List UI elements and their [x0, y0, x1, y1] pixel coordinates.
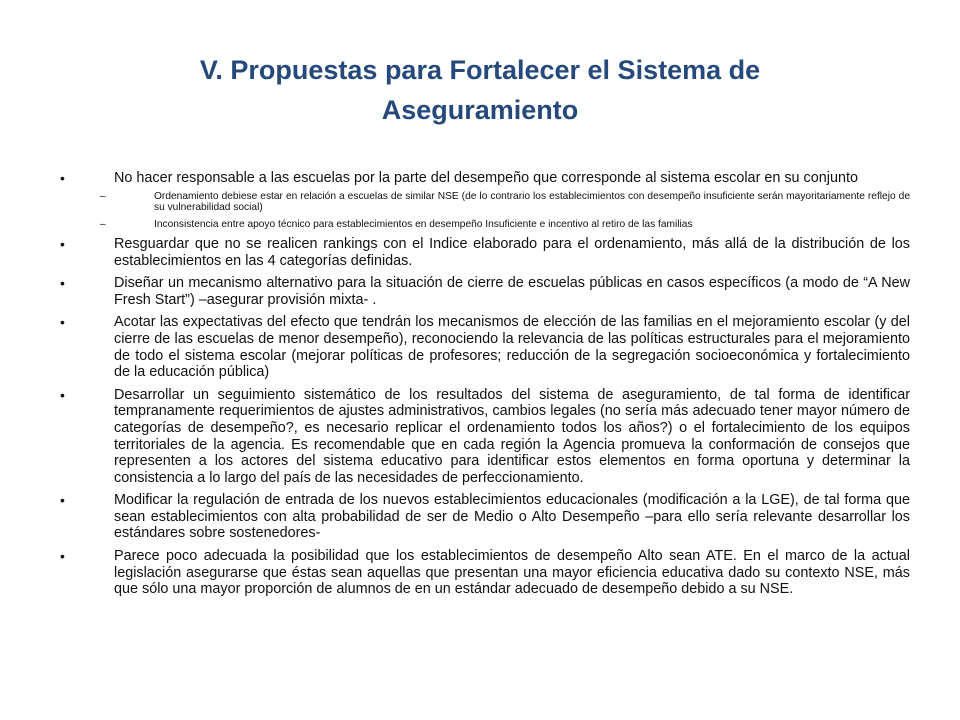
bullet-icon: • [60, 170, 65, 186]
bullet-item-5 [60, 387, 910, 487]
bullet-text: Diseñar un mecanismo alternativo para la situación de cierre de escuelas públicas en casos específicos (a modo de “A New Fresh Start”) –asegurar provisión mixta- . [114, 275, 910, 308]
title-line-1: V. Propuestas para Fortalecer el Sistema de [199, 55, 761, 85]
sub-bullet-item-1 [60, 191, 910, 215]
dash-icon: – [100, 219, 106, 231]
bullet-text: Desarrollar un seguimiento sistemático de los resultados del sistema de aseguramiento, de tal forma de identificar tempranamente requerimientos de ajustes administrativos, cambios legales (no sería más adecuado tener mayor número de categorías de desempeño?, es necesario replicar el ordenamiento todos los años?) o el fortalecimiento de los equipos territoriales de la agencia. Es recomendable que en cada región la Agencia promueva la conformación de consejos que representen a los actores del sistema educativo para identificar estos elementos en forma oportuna y determinar la consistencia a lo largo del país de las necesidades de perfeccionamiento. [114, 386, 910, 486]
bullet-text: No hacer responsable a las escuelas por la parte del desempeño que corresponde al sistema escolar en su conjunto [114, 170, 858, 186]
bullet-text: Acotar las expectativas del efecto que tendrán los mecanismos de elección de las familias en el mejoramiento escolar (y del cierre de las escuelas de menor desempeño), reconociendo la relevancia de las políticas estructurales para el mejoramiento de todo el sistema escolar (mejorar políticas de profesores; reducción de la segregación socioeconómica y fortalecimiento de la educación pública) [114, 314, 910, 381]
slide-title [120, 50, 840, 130]
bullet-icon: • [60, 275, 65, 292]
bullet-icon: • [60, 386, 65, 403]
bullet-text: Resguardar que no se realicen rankings con el Indice elaborado para el ordenamiento, más allá de la distribución de los establecimientos en las 4 categorías definidas. [114, 235, 910, 269]
sub-bullet-item-2 [60, 219, 910, 231]
bullet-icon: • [60, 548, 65, 565]
title-line-2: Aseguramiento [381, 95, 579, 125]
bullet-item-4 [60, 314, 910, 380]
bullet-item-1 [60, 170, 910, 187]
bullet-text: Modificar la regulación de entrada de los nuevos establecimientos educacionales (modificación a la LGE), de tal forma que sean establecimientos con alta probabilidad de ser de Medio o Alto Desempeño –para ello sería relevante desarrollar los estándares sobre sostenedores- [114, 492, 910, 542]
sub-bullet-text: Ordenamiento debiese estar en relación a escuelas de similar NSE (de lo contrario los establecimientos con desempeño insuficiente serán mayoritariamente reflejo de su vulnerabilidad social) [154, 190, 910, 214]
dash-icon: – [100, 190, 106, 202]
bullet-list [60, 170, 910, 604]
bullet-icon: • [60, 492, 65, 509]
bullet-icon: • [60, 235, 65, 252]
bullet-item-6 [60, 492, 910, 542]
bullet-item-3 [60, 275, 910, 308]
bullet-item-7 [60, 548, 910, 598]
bullet-icon: • [60, 314, 65, 331]
bullet-item-2 [60, 236, 910, 269]
sub-bullet-text: Inconsistencia entre apoyo técnico para establecimientos en desempeño Insuficiente e incentivo al retiro de las familias [154, 219, 693, 231]
bullet-text: Parece poco adecuada la posibilidad que los establecimientos de desempeño Alto sean ATE. En el marco de la actual legislación asegurarse que éstas sean aquellas que presentan una mayor eficiencia educativa dado su contexto NSE, más que sólo una mayor proporción de alumnos de en un estándar adecuado de desempeño debido a su NSE. [114, 548, 910, 598]
